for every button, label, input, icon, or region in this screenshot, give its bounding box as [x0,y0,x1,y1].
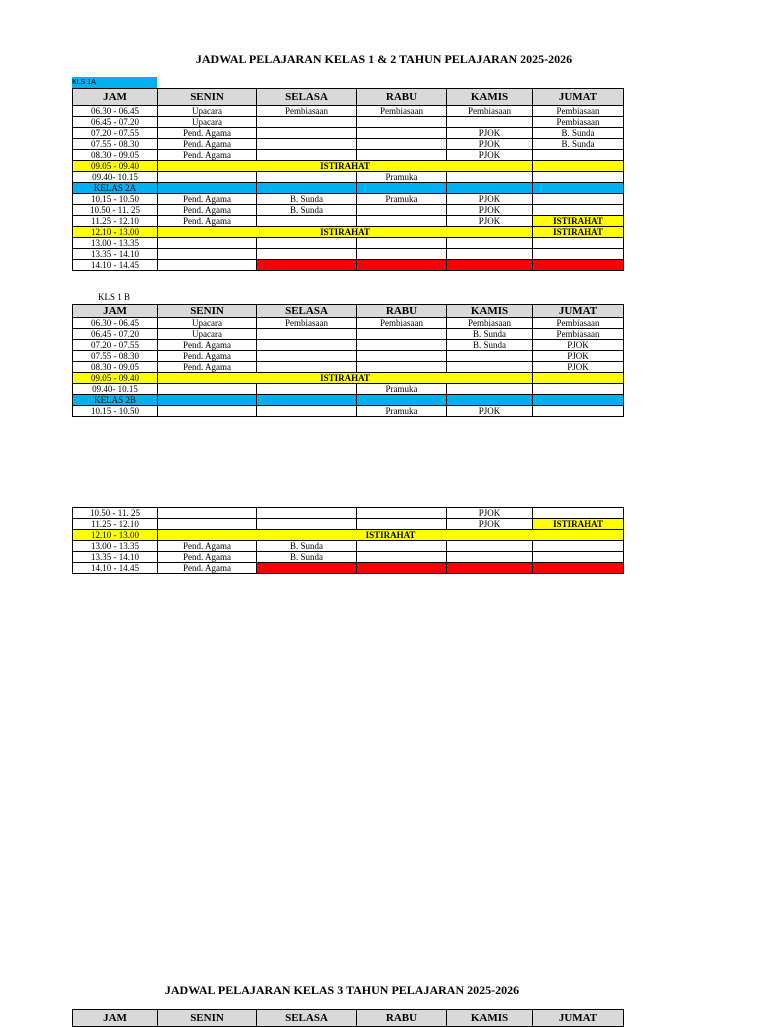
table-row [73,508,624,519]
cell-selasa: B. Sunda [257,552,357,563]
istirahat-row [73,530,624,541]
cell-senin: Pend. Agama [158,139,257,150]
cell-senin: Pend. Agama [158,340,257,351]
cell-kamis [447,362,533,373]
time-slot: 07.20 - 07.55 [73,340,158,351]
cell-rabu [357,351,447,362]
cell-rabu: Pramuka [357,172,447,183]
istirahat-row [73,227,624,238]
cell-rabu [357,340,447,351]
schedule-table-kls-2b-continued [72,507,624,574]
cell-kamis: Pembiasaan [447,318,533,329]
cell-selasa [257,139,357,150]
time-slot: 06.30 - 06.45 [73,106,158,117]
cell-kamis: Pembiasaan [447,106,533,117]
cell-kamis: PJOK [447,508,533,519]
schedule-table-kls-1a [72,88,624,271]
cell-kamis-blocked [447,563,533,574]
cell-selasa [257,117,357,128]
cell-senin [158,238,257,249]
cell-kamis [447,249,533,260]
cell-selasa-blocked [257,563,357,574]
cell-jumat [533,161,624,172]
cell-kamis [447,117,533,128]
header-kamis: KAMIS [447,305,533,318]
cell-rabu: Pramuka [357,194,447,205]
cell-jumat [533,406,624,417]
time-slot: 06.30 - 06.45 [73,318,158,329]
header-jumat: JUMAT [533,305,624,318]
blank-cell [257,183,357,194]
cell-kamis [447,351,533,362]
istirahat-row [73,373,624,384]
cell-kamis: PJOK [447,194,533,205]
cell-kamis: PJOK [447,128,533,139]
cell-jumat: PJOK [533,351,624,362]
blank-cell [533,183,624,194]
cell-kamis [447,172,533,183]
istirahat-row [73,161,624,172]
cell-rabu [357,362,447,373]
time-slot: 10.15 - 10.50 [73,194,158,205]
header-kamis: KAMIS [447,89,533,106]
cell-selasa [257,249,357,260]
cell-rabu [357,541,447,552]
time-slot: 12.10 - 13.00 [73,530,158,541]
header-row [73,89,624,106]
cell-selasa [257,362,357,373]
time-slot: 09.40- 10.15 [73,172,158,183]
cell-kamis: B. Sunda [447,340,533,351]
istirahat-label: ISTIRAHAT [158,530,624,541]
cell-selasa [257,384,357,395]
time-slot: 14.10 - 14.45 [73,563,158,574]
cell-jumat [533,384,624,395]
time-slot: 10.50 - 11. 25 [73,508,158,519]
cell-senin: Pend. Agama [158,552,257,563]
cell-selasa [257,340,357,351]
kelas-2b-label: KELAS 2B [73,395,158,406]
cell-rabu-blocked [357,563,447,574]
schedule-table-kls-1b [72,304,624,417]
table-row [73,563,624,574]
cell-kamis [447,384,533,395]
table-row [73,238,624,249]
kelas-2a-label: KELAS 2A [73,183,158,194]
time-slot: 12.10 - 13.00 [73,227,158,238]
table-row [73,150,624,161]
time-slot: 08.30 - 09.05 [73,150,158,161]
cell-senin: Pend. Agama [158,216,257,227]
kls-1b-label: KLS 1 B [98,292,131,302]
cell-senin [158,172,257,183]
cell-selasa: B. Sunda [257,194,357,205]
cell-senin: Pend. Agama [158,128,257,139]
cell-rabu [357,216,447,227]
cell-rabu [357,508,447,519]
cell-rabu [357,552,447,563]
table-row [73,205,624,216]
time-slot: 08.30 - 09.05 [73,362,158,373]
cell-rabu [357,150,447,161]
cell-senin: Pend. Agama [158,541,257,552]
time-slot: 07.20 - 07.55 [73,128,158,139]
cell-jumat [533,150,624,161]
cell-jumat [533,552,624,563]
table-row [73,172,624,183]
cell-selasa [257,519,357,530]
cell-kamis: PJOK [447,406,533,417]
table-row [73,318,624,329]
cell-senin: Pend. Agama [158,362,257,373]
table-row [73,117,624,128]
blank-cell [158,183,257,194]
blank-cell [533,395,624,406]
header-rabu: RABU [357,1010,447,1027]
cell-selasa [257,406,357,417]
cell-selasa-blocked [257,260,357,271]
kls-1a-label: KLS 1A [72,77,157,88]
cell-jumat [533,172,624,183]
cell-kamis: PJOK [447,150,533,161]
cell-jumat [533,508,624,519]
cell-rabu: Pramuka [357,406,447,417]
time-slot: 11.25 - 12.10 [73,216,158,227]
table-row [73,406,624,417]
cell-selasa: Pembiasaan [257,106,357,117]
table-row [73,519,624,530]
cell-kamis [447,238,533,249]
cell-senin: Upacara [158,106,257,117]
istirahat-label: ISTIRAHAT [158,373,533,384]
cell-jumat [533,205,624,216]
cell-rabu [357,117,447,128]
cell-selasa [257,508,357,519]
cell-jumat [533,238,624,249]
cell-jumat: Pembiasaan [533,106,624,117]
cell-rabu [357,519,447,530]
cell-selasa: B. Sunda [257,541,357,552]
header-jumat: JUMAT [533,1010,624,1027]
cell-kamis: PJOK [447,139,533,150]
table-row [73,106,624,117]
cell-senin: Pend. Agama [158,194,257,205]
table-row [73,194,624,205]
time-slot: 10.15 - 10.50 [73,406,158,417]
cell-rabu [357,249,447,260]
cell-senin: Upacara [158,117,257,128]
cell-jumat: PJOK [533,362,624,373]
cell-senin [158,260,257,271]
cell-kamis: PJOK [447,216,533,227]
blank-cell [447,183,533,194]
header-jam: JAM [73,305,158,318]
cell-senin: Pend. Agama [158,563,257,574]
cell-rabu [357,205,447,216]
time-slot: 09.05 - 09.40 [73,373,158,384]
cell-rabu [357,128,447,139]
cell-senin [158,406,257,417]
cell-kamis [447,552,533,563]
cell-rabu: Pramuka [357,384,447,395]
time-slot: 13.35 - 14.10 [73,552,158,563]
table-row [73,249,624,260]
table-row [73,216,624,227]
header-selasa: SELASA [257,305,357,318]
cell-selasa: Pembiasaan [257,318,357,329]
table-row [73,351,624,362]
time-slot: 07.55 - 08.30 [73,351,158,362]
cell-rabu [357,329,447,340]
cell-jumat-blocked [533,260,624,271]
cell-jumat: Pembiasaan [533,318,624,329]
time-slot: 13.00 - 13.35 [73,541,158,552]
table-row [73,541,624,552]
cell-rabu [357,238,447,249]
table-row [73,340,624,351]
cell-jumat: PJOK [533,340,624,351]
time-slot: 13.35 - 14.10 [73,249,158,260]
time-slot: 10.50 - 11. 25 [73,205,158,216]
cell-senin [158,519,257,530]
header-senin: SENIN [158,305,257,318]
blank-cell [257,395,357,406]
cell-kamis: B. Sunda [447,329,533,340]
table-row [73,260,624,271]
blank-cell [447,395,533,406]
time-slot: 06.45 - 07.20 [73,329,158,340]
cell-jumat [533,373,624,384]
cell-senin: Pend. Agama [158,351,257,362]
cell-rabu [357,139,447,150]
table-row [73,139,624,150]
cell-jumat: B. Sunda [533,128,624,139]
cell-rabu: Pembiasaan [357,318,447,329]
cell-senin: Pend. Agama [158,205,257,216]
table-row [73,329,624,340]
cell-senin: Upacara [158,329,257,340]
time-slot: 13.00 - 13.35 [73,238,158,249]
schedule-title-kelas-1-2: JADWAL PELAJARAN KELAS 1 & 2 TAHUN PELAJARAN 2025-2026 [195,52,573,66]
cell-jumat-istirahat: ISTIRAHAT [533,519,624,530]
kelas-2b-row [73,395,624,406]
header-jam: JAM [73,1010,158,1027]
kelas-2a-row [73,183,624,194]
cell-selasa [257,150,357,161]
cell-kamis [447,541,533,552]
cell-selasa [257,216,357,227]
cell-kamis: PJOK [447,205,533,216]
blank-cell [357,395,447,406]
cell-selasa: B. Sunda [257,205,357,216]
cell-jumat [533,194,624,205]
header-senin: SENIN [158,89,257,106]
cell-selasa [257,128,357,139]
cell-senin [158,249,257,260]
time-slot: 06.45 - 07.20 [73,117,158,128]
blank-cell [357,183,447,194]
time-slot: 09.05 - 09.40 [73,161,158,172]
cell-selasa [257,238,357,249]
header-selasa: SELASA [257,1010,357,1027]
header-selasa: SELASA [257,89,357,106]
cell-rabu: Pembiasaan [357,106,447,117]
time-slot: 14.10 - 14.45 [73,260,158,271]
cell-senin: Upacara [158,318,257,329]
cell-jumat: Pembiasaan [533,329,624,340]
cell-kamis-blocked [447,260,533,271]
table-row [73,128,624,139]
schedule-table-kelas-3 [72,1009,624,1027]
blank-cell [158,395,257,406]
time-slot: 09.40- 10.15 [73,384,158,395]
header-rabu: RABU [357,89,447,106]
schedule-title-kelas-3: JADWAL PELAJARAN KELAS 3 TAHUN PELAJARAN 2025-2026 [164,983,520,997]
cell-selasa [257,329,357,340]
cell-rabu-blocked [357,260,447,271]
cell-senin [158,384,257,395]
table-row [73,552,624,563]
istirahat-label: ISTIRAHAT [158,227,533,238]
cell-jumat-blocked [533,563,624,574]
table-row [73,362,624,373]
header-rabu: RABU [357,305,447,318]
header-senin: SENIN [158,1010,257,1027]
cell-jumat [533,541,624,552]
istirahat-label: ISTIRAHAT [158,161,533,172]
header-kamis: KAMIS [447,1010,533,1027]
cell-senin [158,508,257,519]
cell-selasa [257,172,357,183]
cell-jumat [533,249,624,260]
header-jumat: JUMAT [533,89,624,106]
cell-jumat-istirahat: ISTIRAHAT [533,227,624,238]
header-jam: JAM [73,89,158,106]
cell-kamis: PJOK [447,519,533,530]
table-row [73,384,624,395]
cell-jumat: B. Sunda [533,139,624,150]
cell-selasa [257,351,357,362]
header-row [73,305,624,318]
time-slot: 11.25 - 12.10 [73,519,158,530]
cell-jumat: Pembiasaan [533,117,624,128]
cell-jumat-istirahat: ISTIRAHAT [533,216,624,227]
cell-senin: Pend. Agama [158,150,257,161]
time-slot: 07.55 - 08.30 [73,139,158,150]
